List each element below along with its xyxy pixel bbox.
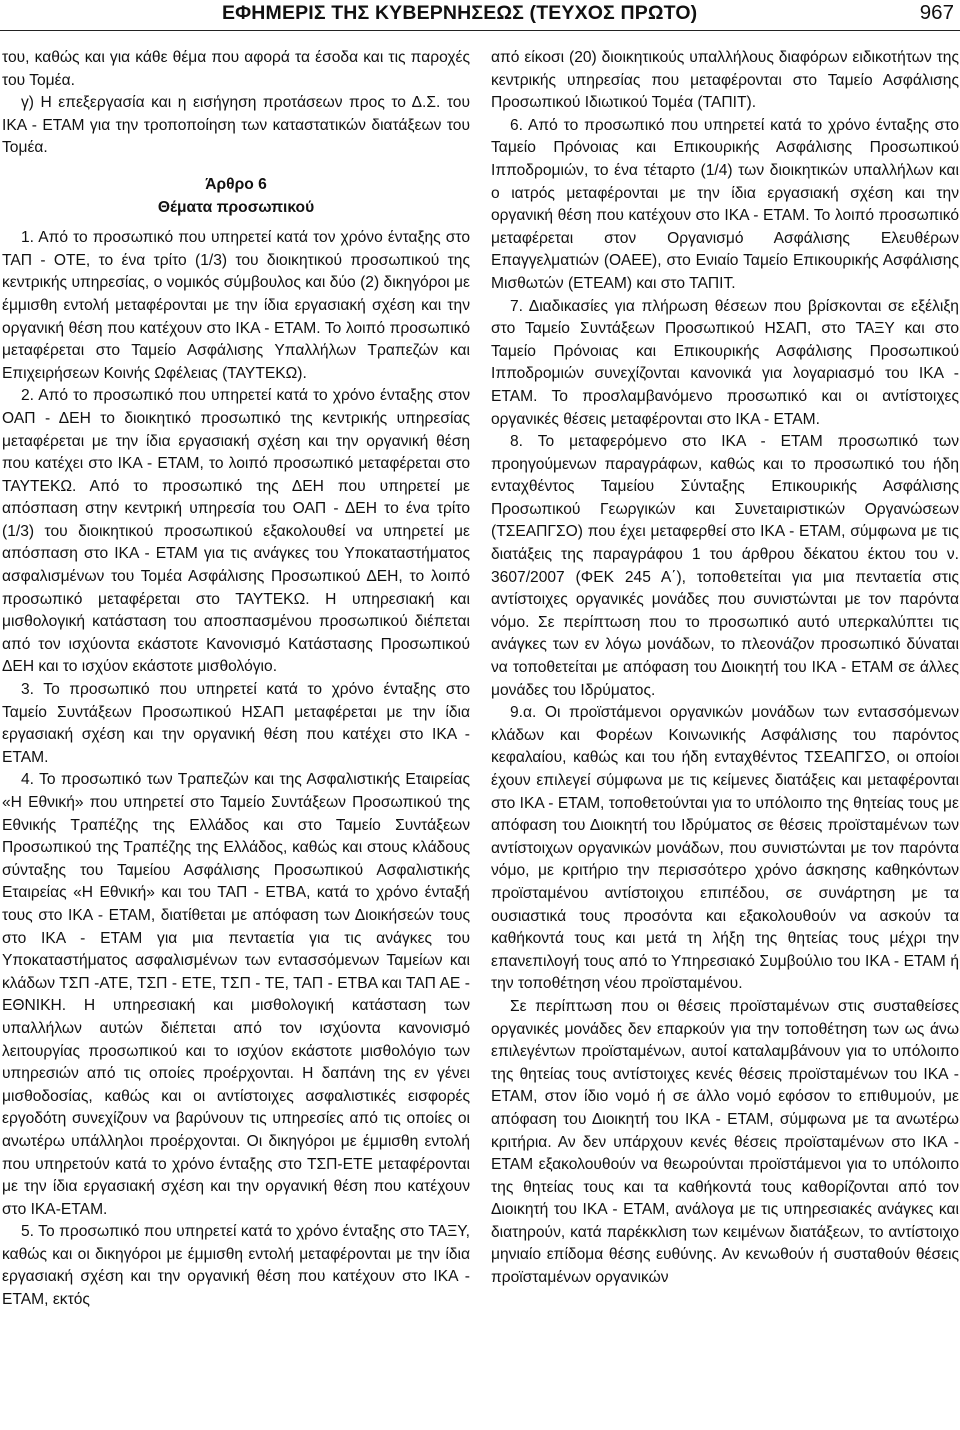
- paragraph-4: 4. Το προσωπικό των Τραπεζών και της Ασφαλιστικής Εταιρείας «Η Εθνική» που υπηρετεί στο Ταμείο Συντάξεων Προσωπικού της Εθνικής Τραπέζης της Ελλάδος και στο Ταμείο Συντάξεων Προσωπικού της Τραπέζης της Ελλάδος, καθώς και στους κλάδους σύνταξης του Ταμείου Ασφάλισης Προσωπικού Ασφαλιστικής Εταιρείας «Η Εθνική» και του ΤΑΠ - ΕΤΒΑ, κατά το χρόνο ένταξή τους στο ΙΚΑ - ΕΤΑΜ, διατίθεται με απόφαση των Διοικήσεών τους στο ΙΚΑ - ΕΤΑΜ για μια πενταετία για τις ανάγκες του Υποκαταστήματος ασφαλισμένων των εντασσόμενων Ταμείων και κλάδων ΤΣΠ -ΑΤΕ, ΤΣΠ - ΕΤΕ, ΤΣΠ - ΤΕ, ΤΑΠ - ΕΤΒΑ και ΤΑΠ ΑΕ - ΕΘΝΙΚΗ. Η υπηρεσιακή και μισθολογική κατάσταση των υπαλλήλων αυτών διέπεται από τον ισχύοντα κανονισμό λειτουργίας προσωπικού και το ισχύον εκάστοτε μισθολόγιο των υπηρεσιών από τις οποίες προέρχονται. Η δαπάνη της εν γένει μισθοδοσίας, καθώς και οι αντίστοιχες ασφαλιστικές εισφορές εργοδότη συνεχίζουν να βαρύνουν τις υπηρεσίες από τις οποίες οι ανωτέρω υπάλληλοι προέρχονται. Οι δικηγόροι με έμμισθη εντολή που υπηρετούν κατά το χρόνο ένταξης στο ΤΣΠ-ΕΤΕ μεταφέρονται με την ίδια εργασιακή σχέση και την οργανική θέση που κατέχουν στο ΙΚΑ-ΕΤΑΜ.: [2, 771, 470, 1218]
- paragraph-3: 3. Το προσωπικό που υπηρετεί κατά το χρόνο ένταξης στο Ταμείο Συντάξεων Προσωπικού ΗΣΑΠ μεταφέρεται με την ίδια εργασιακή σχέση και την οργανική θέση που κατέχει στο ΙΚΑ - ΕΤΑΜ.: [2, 681, 470, 766]
- article-heading: Άρθρο 6: [205, 175, 267, 193]
- right-column: [491, 47, 959, 1427]
- paragraph-7: 7. Διαδικασίες για πλήρωση θέσεων που βρίσκονται σε εξέλιξη στο Ταμείο Συντάξεων Προσωπικού ΗΣΑΠ, στο ΤΑΞΥ και στο Ταμείο Πρόνοιας και Επικουρικής Ασφάλισης Προσωπικού Ιπποδρομιών συνεχίζονται κανονικά για λογαριασμό του ΙΚΑ - ΕΤΑΜ. Το προσλαμβανόμενο προσωπικό και οι αντίστοιχες οργανικές θέσεις μεταφέρονται στο ΙΚΑ - ΕΤΑΜ.: [491, 297, 959, 428]
- left-column: [2, 47, 470, 1427]
- page-header: [0, 0, 960, 32]
- paragraph-5-continuation: από είκοσι (20) διοικητικούς υπαλλήλους διαφόρων ειδικοτήτων της κεντρικής υπηρεσίας που μεταφέρονται στο Ταμείο Ασφάλισης Προσωπικού Ιδιωτικού Τομέα (ΤΑΠΙΤ).: [491, 49, 959, 112]
- paragraph-8: 8. Το μεταφερόμενο στο ΙΚΑ - ΕΤΑΜ προσωπικό των προηγούμενων παραγράφων, καθώς και το προσωπικό του ήδη ενταχθέντος Ταμείου Σύνταξης Επικουρικής Ασφάλισης Προσωπικού Γεωργικών και Συνεταιριστικών Οργανώσεων (ΤΣΕΑΠΓΣΟ) που έχει μεταφερθεί στο ΙΚΑ - ΕΤΑΜ, σύμφωνα με τις διατάξεις της παραγράφου 1 του άρθρου δέκατου έκτου του ν. 3607/2007 (ΦΕΚ 245 Α΄), τοποθετείται για μια πενταετία στις αντίστοιχες οργανικές μονάδες που συνιστώνται με τον παρόντα νόμο. Σε περίπτωση που το προσωπικό αυτό υπερκαλύπτει τις ανάγκες των εν λόγω μονάδων, το πλεονάζον προσωπικό δύναται να τοποθετείται με απόφαση του Διοικητή του ΙΚΑ - ΕΤΑΜ σε άλλες μονάδες του Ιδρύματος.: [491, 433, 959, 699]
- paragraph-2: 2. Από το προσωπικό που υπηρετεί κατά το χρόνο ένταξης στον ΟΑΠ - ΔΕΗ το διοικητικό προσωπικό της κεντρικής υπηρεσίας μεταφέρεται με την ίδια εργασιακή σχέση και την οργανική θέση που κατέχει στο ΙΚΑ - ΕΤΑΜ, το λοιπό προσωπικό μεταφέρεται στο ΤΑΥΤΕΚΩ. Από το προσωπικό της ΔΕΗ που υπηρετεί με απόσπαση στην κεντρική υπηρεσία του ΟΑΠ - ΔΕΗ το ένα τρίτο (1/3) του διοικητικού προσωπικού εξακολουθεί να υπηρετεί με απόσπαση στο ΙΚΑ - ΕΤΑΜ για τις ανάγκες του Υποκαταστήματος ασφαλισμένων του Τομέα Ασφάλισης Προσωπικού ΔΕΗ, το λοιπό προσωπικό μεταφέρεται στο ΤΑΥΤΕΚΩ. Η υπηρεσιακή και μισθολογική κατάσταση του αποσπασμένου προσωπικού διέπεται από τον ισχύοντα εκάστοτε Κανονισμό Κατάστασης Προσωπικού ΔΕΗ και το ισχύον εκάστοτε μισθολόγιο.: [2, 387, 470, 676]
- paragraph-1: 1. Από το προσωπικό που υπηρετεί κατά τον χρόνο ένταξης στο ΤΑΠ - ΟΤΕ, το ένα τρίτο (1/3) του διοικητικού προσωπικού της κεντρικής υπηρεσίας, ο νομικός σύμβουλος και δύο (2) δικηγόροι με έμμισθη εντολή μεταφέρονται με την ίδια εργασιακή σχέση και την οργανική θέση που κατέχουν στο ΙΚΑ - ΕΤΑΜ. Το λοιπό προσωπικό μεταφέρεται στο Ταμείο Ασφάλισης Υπαλλήλων Τραπεζών και Επιχειρήσεων Κοινής Ωφέλειας (ΤΑΥΤΕΚΩ).: [2, 229, 470, 382]
- paragraph-gamma: γ) Η επεξεργασία και η εισήγηση προτάσεων προς το Δ.Σ. του ΙΚΑ - ΕΤΑΜ για την τροποποίηση των καταστατικών διατάξεων του Τομέα.: [2, 94, 470, 157]
- paragraph-9a-second: Σε περίπτωση που οι θέσεις προϊσταμένων στις συσταθείσες οργανικές μονάδες δεν επαρκούν για την τοποθέτηση των ως άνω επιλεγέντων προϊσταμένων, αυτοί καταλαμβάνουν για το υπόλοιπο της θητείας τους αντίστοιχες κενές θέσεις προϊσταμένων του ΙΚΑ - ΕΤΑΜ, στον ίδιο νομό ή σε άλλο νομό εφόσον το επιθυμούν, με απόφαση του Διοικητή του ΙΚΑ - ΕΤΑΜ, σύμφωνα με τα ανωτέρω κριτήρια. Αν δεν υπάρχουν κενές θέσεις προϊσταμένων στο ΙΚΑ - ΕΤΑΜ εξακολουθούν να θεωρούνται προϊστάμενοι για το υπόλοιπο της θητείας τους και τα καθήκοντά τους καθορίζονται από τον Διοικητή του ΙΚΑ - ΕΤΑΜ, ανάλογα με τις υπηρεσιακές ανάγκες και διατηρούν, κατά παρέκκλιση των κειμένων διατάξεων, το αντίστοιχο μηνιαίο επίδομα θέσης ευθύνης. Αν κενωθούν ή συσταθούν θέσεις προϊσταμένων οργανικών: [491, 997, 959, 1287]
- article-subtitle: Θέματα προσωπικού: [157, 198, 315, 216]
- paragraph-continuation: του, καθώς και για κάθε θέμα που αφορά τα έσοδα και τις παροχές του Τομέα.: [2, 49, 470, 89]
- paragraph-9a: 9.α. Οι προϊστάμενοι οργανικών μονάδων των εντασσόμενων κλάδων και Φορέων Κοινωνικής Ασφάλισης του παρόντος κεφαλαίου, καθώς και του ήδη ενταχθέντος ΤΣΕΑΠΓΣΟ, οι οποίοι έχουν επιλεγεί σύμφωνα με τις κείμενες διατάξεις και μεταφέρονται στο ΙΚΑ - ΕΤΑΜ, τοποθετούνται για το υπόλοιπο της θητείας τους με απόφαση του Διοικητή του Ιδρύματος σε θέσεις προϊσταμένων των αντίστοιχων οργανικών μονάδων, που συνιστώνται με τον παρόντα νόμο, με κριτήριο την περισσότερο χρόνο άσκησης καθηκόντων προϊσταμένου αντίστοιχου επιπέδου, σε συνάρτηση με τα ουσιαστικά τους προσόντα και εξακολουθούν να ασκούν τα καθήκοντά τους και μετά τη λήξη της θητείας τους μέχρι την επανεπιλογή τους από το Υπηρεσιακό Συμβούλιο του ΙΚΑ - ΕΤΑΜ ή την τοποθέτηση νέου προϊσταμένου.: [491, 704, 959, 993]
- page-number: 967: [919, 1, 954, 24]
- gazette-title: ΕΦΗΜΕΡΙΣ ΤΗΣ ΚΥΒΕΡΝΗΣΕΩΣ (ΤΕΥΧΟΣ ΠΡΩΤΟ): [222, 2, 698, 24]
- paragraph-6: 6. Από το προσωπικό που υπηρετεί κατά το χρόνο ένταξης στο Ταμείο Πρόνοιας και Επικουρικής Ασφάλισης Προσωπικού Ιπποδρομιών, το ένα τέταρτο (1/4) των διοικητικών υπαλλήλων και ο ιατρός μεταφέρονται με την ίδια εργασιακή σχέση και την οργανική θέση που κατέχουν στο ΙΚΑ - ΕΤΑΜ. Το λοιπό προσωπικό μεταφέρεται στον Οργανισμό Ασφάλισης Ελευθέρων Επαγγελματιών (ΟΑΕΕ), στο Ενιαίο Ταμείο Επικουρικής Ασφάλισης Μισθωτών (ΕΤΕΑΜ) και στο ΤΑΠΙΤ.: [491, 116, 959, 292]
- header-rule: [0, 30, 960, 31]
- paragraph-5: 5. Το προσωπικό που υπηρετεί κατά το χρόνο ένταξης στο ΤΑΞΥ, καθώς και οι δικηγόροι με έμμισθη εντολή μεταφέρονται με την ίδια εργασιακή σχέση και την οργανική θέση που κατέχουν στο ΙΚΑ - ΕΤΑΜ, εκτός: [2, 1223, 470, 1309]
